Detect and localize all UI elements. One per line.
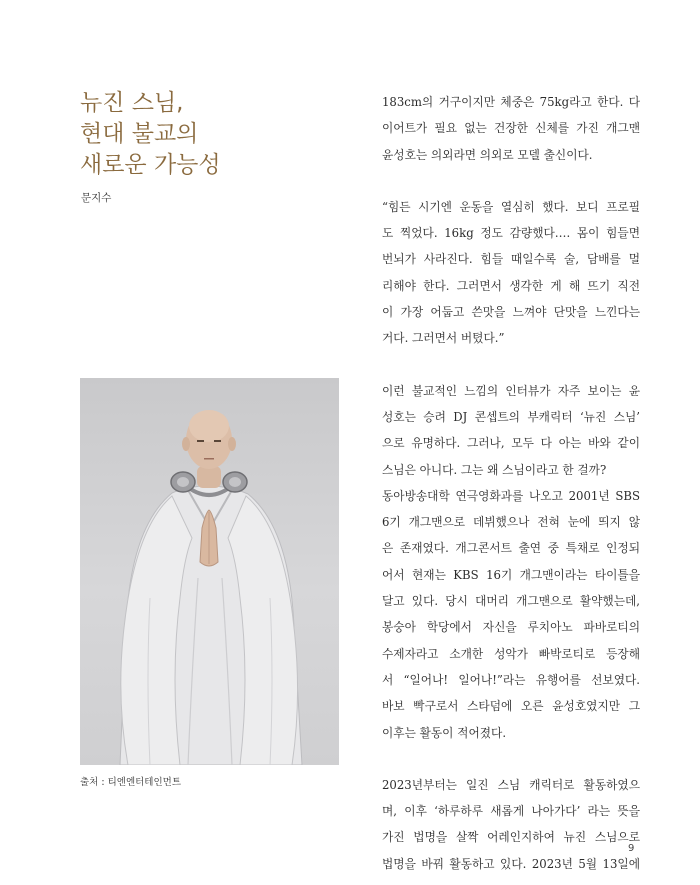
text-line: 리해야 한다. 그러면서 생각한 게 해 뜨기 직전 [382,278,640,293]
monk-figure-illustration [80,378,339,765]
text-line: 법명을 바꿔 활동하고 있다. 2023년 5월 13일에 [382,856,640,871]
text-line: 봉숭아 학당에서 자신을 루치아노 파바로티의 [382,620,640,635]
page-number: 9 [628,843,635,854]
text-line: 스님은 아니다. 그는 왜 스님이라고 한 걸까? [382,462,607,477]
text-line: 이후는 활동이 적어졌다. [382,725,507,740]
text-line: 이런 불교적인 느낌의 인터뷰가 자주 보이는 윤 [382,383,640,398]
text-line: 도 찍었다. 16kg 정도 감량했다…. 몸이 힘들면 [382,226,640,241]
text-line: 동아방송대학 연극영화과를 나오고 2001년 SBS [382,488,640,503]
paragraph [382,378,640,746]
photo-caption: 출처 : 티엔엔터테인먼트 [80,777,182,788]
text-line: 거다. 그러면서 버텼다.” [382,331,505,346]
text-line: 서 “일어나! 일어나!”라는 유행어를 선보였다. [382,672,640,687]
article-body [382,89,640,877]
paragraph [382,89,640,168]
text-line: 183cm의 거구이지만 체중은 75kg라고 한다. 다 [382,95,640,109]
text-line: 수제자라고 소개한 성악가 빠박로티로 등장해 [382,646,640,661]
text-line: “힘든 시기엔 운동을 열심히 했다. 보디 프로필 [382,199,640,214]
paragraph [382,772,640,877]
text-line: 6기 개그맨으로 데뷔했으나 전혀 눈에 띄지 않 [382,515,640,530]
text-line: 며, 이후 ‘하루하루 새롭게 나아가다’ 라는 뜻을 [382,804,640,819]
text-line: 바보 빡구로서 스타덤에 오른 윤성호였지만 그 [382,699,640,714]
title-line: 현대 불교의 [80,121,199,147]
text-line: 이어트가 필요 없는 건장한 신체를 가진 개그맨 [382,121,640,136]
text-line: 으로 유명하다. 그러나, 모두 다 아는 바와 같이 [382,436,640,451]
text-line: 2023년부터는 일진 스님 캐릭터로 활동하였으 [382,777,640,792]
text-line: 윤성호는 의외라면 의외로 모델 출신이다. [382,147,593,162]
text-line: 달고 있다. 당시 대머리 개그맨으로 활약했는데, [382,594,640,609]
text-line: 가진 법명을 살짝 어레인지하여 뉴진 스님으로 [382,830,640,845]
paragraph [382,194,640,352]
text-line: 어서 현재는 KBS 16기 개그맨이라는 타이틀을 [382,567,640,582]
text-line: 번뇌가 사라진다. 힘들 때일수록 술, 담배를 멀 [382,252,640,267]
article-title [80,88,340,181]
text-line: 이 가장 어둡고 쓴맛을 느껴야 단맛을 느낀다는 [382,305,640,320]
title-line: 새로운 가능성 [80,152,221,178]
author-byline: 문지수 [81,192,112,204]
article-photo [80,378,339,765]
text-line: 은 존재였다. 개그콘서트 출연 중 특채로 인정되 [382,541,640,556]
text-line: 성호는 승려 DJ 콘셉트의 부캐릭터 ‘뉴진 스님’ [382,409,640,424]
title-line: 뉴진 스님, [80,90,184,116]
